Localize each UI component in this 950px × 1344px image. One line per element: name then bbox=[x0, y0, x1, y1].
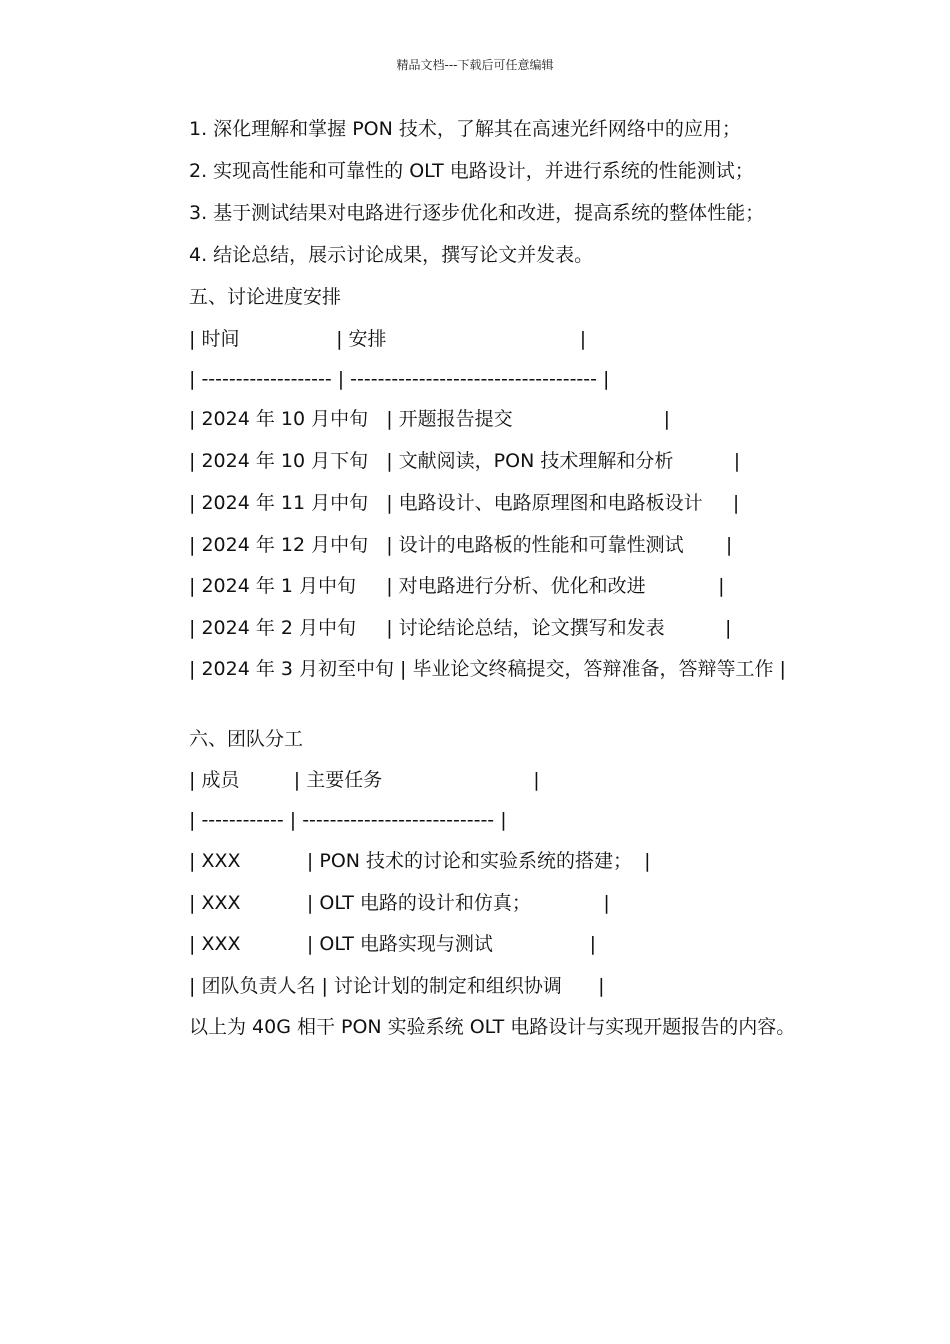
section-heading: 五、讨论进度安排 bbox=[189, 286, 342, 308]
team-row: | XXX | PON 技术的讨论和实验系统的搭建； | bbox=[189, 850, 651, 872]
schedule-separator-row: | ------------------- | ------------------------------------ | bbox=[189, 368, 610, 390]
team-row: | XXX | OLT 电路的设计和仿真； | bbox=[189, 892, 610, 914]
schedule-row: | 2024 年 11 月中旬 | 电路设计、电路原理图和电路板设计 | bbox=[189, 492, 740, 514]
section-heading: 六、团队分工 bbox=[189, 728, 304, 750]
goal-item: 3. 基于测试结果对电路进行逐步优化和改进，提高系统的整体性能； bbox=[189, 202, 765, 224]
goal-item: 1. 深化理解和掌握 PON 技术，了解其在高速光纤网络中的应用； bbox=[189, 118, 741, 140]
schedule-row: | 2024 年 10 月下旬 | 文献阅读，PON 技术理解和分析 | bbox=[189, 450, 741, 472]
team-row: | 团队负责人名 | 讨论计划的制定和组织协调 | bbox=[189, 975, 605, 997]
closing-paragraph: 以上为 40G 相干 PON 实验系统 OLT 电路设计与实现开题报告的内容。 bbox=[189, 1016, 796, 1038]
schedule-row: | 2024 年 3 月初至中旬 | 毕业论文终稿提交，答辩准备，答辩等工作 | bbox=[189, 658, 786, 680]
goal-item: 2. 实现高性能和可靠性的 OLT 电路设计，并进行系统的性能测试； bbox=[189, 160, 754, 182]
team-separator-row: | ------------ | ---------------------------- | bbox=[189, 809, 507, 831]
team-row: | XXX | OLT 电路实现与测试 | bbox=[189, 933, 596, 955]
schedule-row: | 2024 年 10 月中旬 | 开题报告提交 | bbox=[189, 408, 671, 430]
schedule-row: | 2024 年 2 月中旬 | 讨论结论总结，论文撰写和发表 | bbox=[189, 617, 732, 639]
schedule-row: | 2024 年 1 月中旬 | 对电路进行分析、优化和改进 | bbox=[189, 575, 725, 597]
schedule-row: | 2024 年 12 月中旬 | 设计的电路板的性能和可靠性测试 | bbox=[189, 534, 733, 556]
page-header: 精品文档---下载后可任意编辑 bbox=[396, 58, 554, 72]
goal-item: 4. 结论总结，展示讨论成果，撰写论文并发表。 bbox=[189, 244, 594, 266]
schedule-header-row: | 时间 | 安排 | bbox=[189, 328, 587, 350]
team-header-row: | 成员 | 主要任务 | bbox=[189, 769, 540, 791]
